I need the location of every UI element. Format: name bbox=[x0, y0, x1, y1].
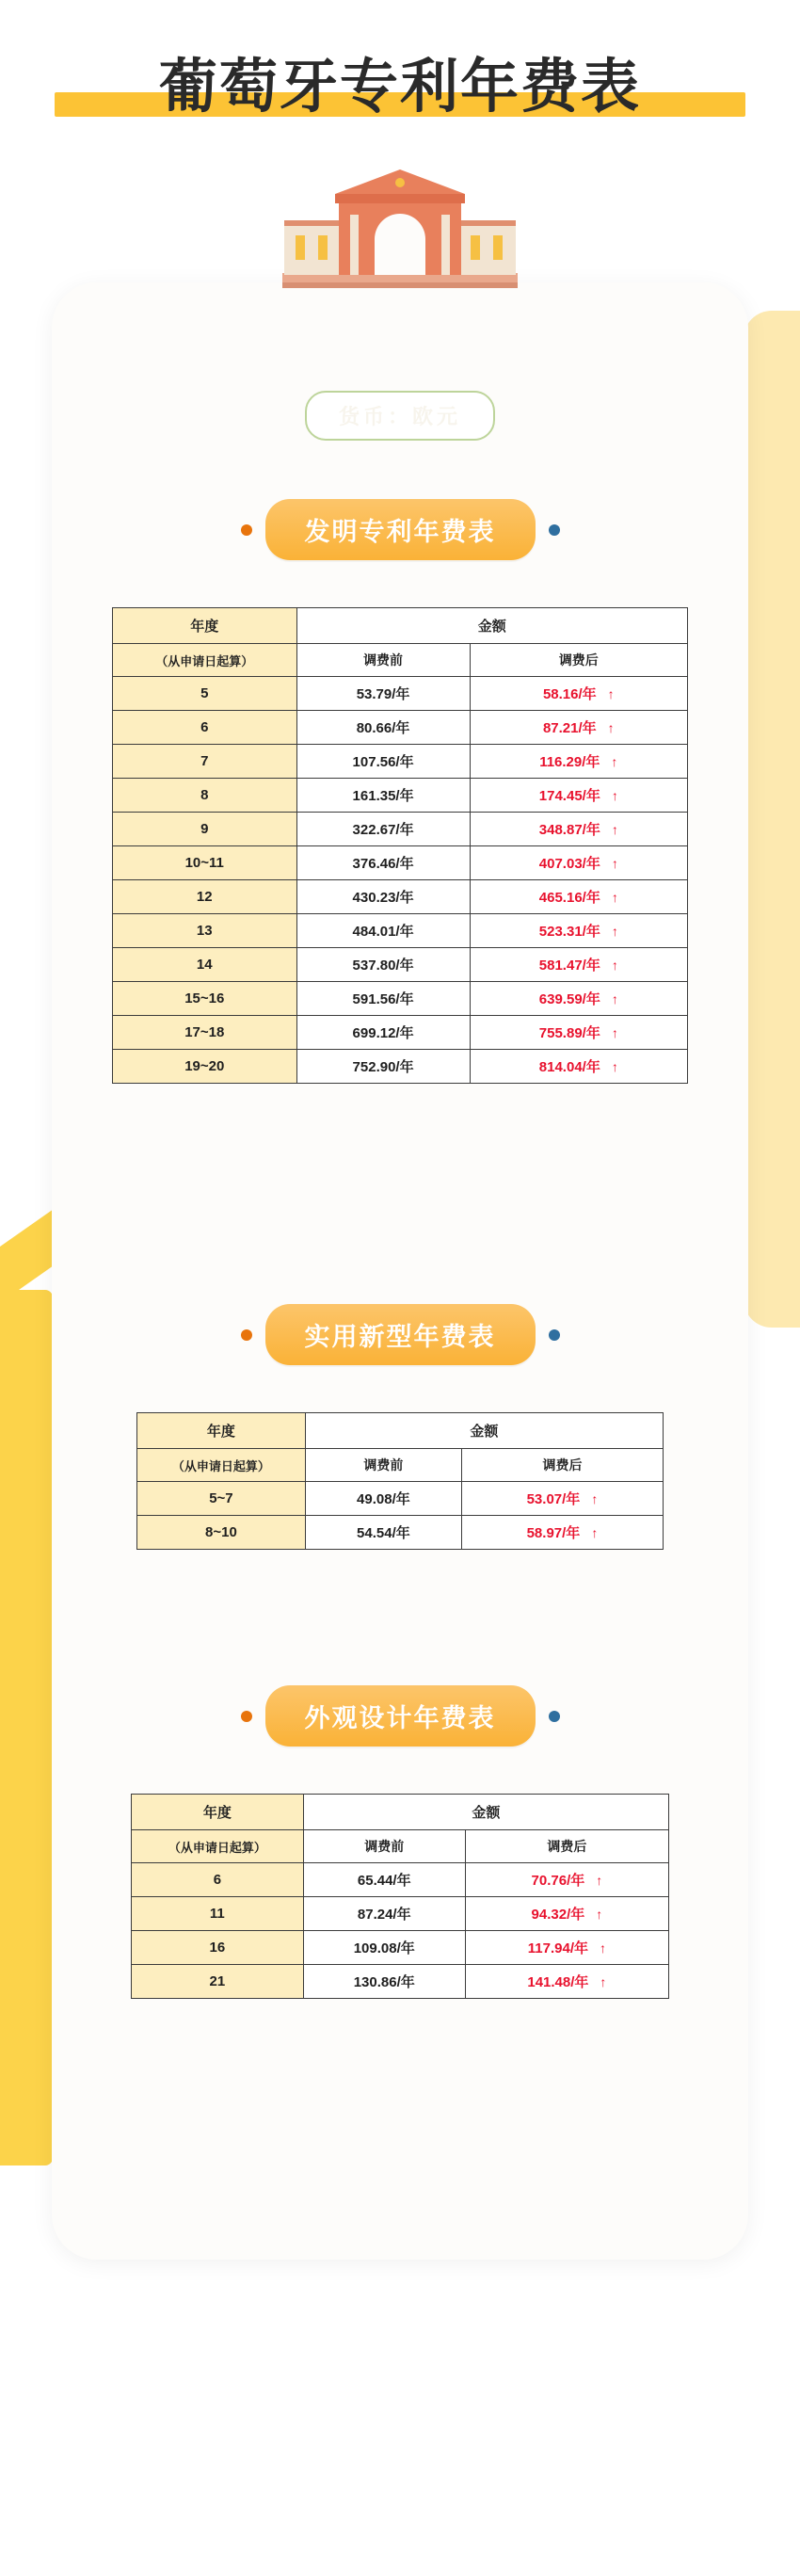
dot-right-icon bbox=[549, 1711, 560, 1722]
page-title-wrap bbox=[0, 40, 800, 123]
cell-after bbox=[470, 1016, 687, 1050]
dot-left-icon bbox=[241, 524, 252, 536]
cell-before: 49.08/年 bbox=[305, 1482, 461, 1516]
table-row bbox=[132, 1931, 669, 1965]
table-row bbox=[113, 711, 688, 745]
cell-before: 699.12/年 bbox=[296, 1016, 470, 1050]
cell-year: 5 bbox=[113, 677, 297, 711]
table-row bbox=[113, 813, 688, 846]
cell-year: 11 bbox=[132, 1897, 304, 1931]
cell-after-value: 94.32/年 bbox=[531, 1907, 585, 1923]
table-row bbox=[113, 880, 688, 914]
table-row bbox=[113, 914, 688, 948]
cell-year: 7 bbox=[113, 745, 297, 779]
cell-after bbox=[470, 1050, 687, 1084]
page-title: 葡萄牙专利年费表 bbox=[158, 55, 641, 120]
table-row bbox=[137, 1482, 664, 1516]
cell-year: 8~10 bbox=[137, 1516, 306, 1550]
cell-year: 6 bbox=[132, 1863, 304, 1897]
currency-label: 货币：欧元 bbox=[305, 391, 495, 441]
trend-up-icon: ↑ bbox=[611, 890, 618, 905]
section-heading-utility bbox=[52, 1304, 748, 1365]
trend-up-icon: ↑ bbox=[611, 856, 618, 871]
header-year-sub: （从申请日起算） bbox=[132, 1830, 304, 1863]
cell-after bbox=[470, 813, 687, 846]
cell-before: 430.23/年 bbox=[296, 880, 470, 914]
cell-before: 109.08/年 bbox=[303, 1931, 465, 1965]
table-row bbox=[113, 677, 688, 711]
header-year-sub: （从申请日起算） bbox=[113, 644, 297, 677]
cell-after bbox=[470, 745, 687, 779]
cell-after-value: 70.76/年 bbox=[531, 1873, 585, 1889]
cell-before: 80.66/年 bbox=[296, 711, 470, 745]
header-year: 年度 bbox=[132, 1795, 304, 1830]
cell-after bbox=[470, 914, 687, 948]
table-row bbox=[113, 948, 688, 982]
header-before: 调费前 bbox=[305, 1449, 461, 1482]
header-before: 调费前 bbox=[303, 1830, 465, 1863]
header-amount: 金额 bbox=[296, 608, 687, 644]
triumphal-arch-icon bbox=[0, 168, 800, 299]
dot-right-icon bbox=[549, 1329, 560, 1341]
header-amount: 金额 bbox=[305, 1413, 663, 1449]
table-row bbox=[113, 1016, 688, 1050]
cell-before: 130.86/年 bbox=[303, 1965, 465, 1999]
currency-badge bbox=[0, 391, 800, 441]
cell-after bbox=[461, 1482, 663, 1516]
cell-after-value: 58.97/年 bbox=[526, 1525, 581, 1541]
table-utility bbox=[136, 1412, 664, 1550]
cell-after bbox=[465, 1897, 668, 1931]
table-row-header bbox=[113, 608, 688, 644]
dot-left-icon bbox=[241, 1329, 252, 1341]
cell-year: 5~7 bbox=[137, 1482, 306, 1516]
trend-up-icon: ↑ bbox=[611, 822, 618, 837]
table-invention-wrap bbox=[52, 607, 748, 1084]
cell-year: 6 bbox=[113, 711, 297, 745]
table-row-header bbox=[137, 1413, 664, 1449]
header-after: 调费后 bbox=[461, 1449, 663, 1482]
table-row bbox=[132, 1863, 669, 1897]
header-before: 调费前 bbox=[296, 644, 470, 677]
cell-after bbox=[461, 1516, 663, 1550]
trend-up-icon: ↑ bbox=[611, 991, 618, 1006]
cell-before: 53.79/年 bbox=[296, 677, 470, 711]
section-title-design: 外观设计年费表 bbox=[265, 1685, 536, 1747]
header-amount: 金额 bbox=[303, 1795, 668, 1830]
cell-year: 10~11 bbox=[113, 846, 297, 880]
trend-up-icon: ↑ bbox=[611, 754, 618, 769]
table-row bbox=[113, 745, 688, 779]
table-row bbox=[137, 1516, 664, 1550]
header-year: 年度 bbox=[113, 608, 297, 644]
table-invention bbox=[112, 607, 688, 1084]
cell-year: 14 bbox=[113, 948, 297, 982]
table-design-wrap bbox=[52, 1794, 748, 1999]
cell-after-value: 87.21/年 bbox=[542, 720, 597, 736]
header-year-sub: （从申请日起算） bbox=[137, 1449, 306, 1482]
trend-up-icon: ↑ bbox=[596, 1907, 603, 1922]
cell-after-value: 523.31/年 bbox=[538, 924, 600, 940]
table-row bbox=[113, 779, 688, 813]
table-utility-wrap bbox=[52, 1412, 748, 1550]
cell-after bbox=[470, 846, 687, 880]
section-heading-design bbox=[52, 1685, 748, 1747]
cell-after bbox=[470, 982, 687, 1016]
cell-before: 591.56/年 bbox=[296, 982, 470, 1016]
cell-year: 19~20 bbox=[113, 1050, 297, 1084]
table-row bbox=[113, 982, 688, 1016]
table-row-header bbox=[132, 1795, 669, 1830]
cell-after-value: 814.04/年 bbox=[538, 1059, 600, 1075]
dot-left-icon bbox=[241, 1711, 252, 1722]
cell-after-value: 348.87/年 bbox=[538, 822, 600, 838]
cell-before: 752.90/年 bbox=[296, 1050, 470, 1084]
cell-year: 17~18 bbox=[113, 1016, 297, 1050]
cell-after bbox=[470, 880, 687, 914]
section-heading-invention bbox=[52, 499, 748, 560]
table-design bbox=[131, 1794, 669, 1999]
table-row bbox=[113, 846, 688, 880]
cell-before: 107.56/年 bbox=[296, 745, 470, 779]
trend-up-icon: ↑ bbox=[611, 1025, 618, 1040]
cell-before: 376.46/年 bbox=[296, 846, 470, 880]
cell-after bbox=[465, 1965, 668, 1999]
cell-before: 65.44/年 bbox=[303, 1863, 465, 1897]
cell-before: 322.67/年 bbox=[296, 813, 470, 846]
trend-up-icon: ↑ bbox=[611, 788, 618, 803]
cell-year: 21 bbox=[132, 1965, 304, 1999]
trend-up-icon: ↑ bbox=[611, 958, 618, 973]
cell-before: 537.80/年 bbox=[296, 948, 470, 982]
cell-after bbox=[470, 677, 687, 711]
cell-after-value: 117.94/年 bbox=[527, 1940, 588, 1956]
table-row-subheader bbox=[137, 1449, 664, 1482]
cell-year: 8 bbox=[113, 779, 297, 813]
cell-before: 87.24/年 bbox=[303, 1897, 465, 1931]
cell-after bbox=[465, 1931, 668, 1965]
cell-after bbox=[470, 948, 687, 982]
cell-year: 16 bbox=[132, 1931, 304, 1965]
cell-after-value: 58.16/年 bbox=[542, 686, 597, 702]
section-title-invention: 发明专利年费表 bbox=[265, 499, 536, 560]
cell-after bbox=[470, 779, 687, 813]
cell-before: 161.35/年 bbox=[296, 779, 470, 813]
cell-before: 484.01/年 bbox=[296, 914, 470, 948]
table-row-subheader bbox=[132, 1830, 669, 1863]
cell-year: 9 bbox=[113, 813, 297, 846]
cell-before: 54.54/年 bbox=[305, 1516, 461, 1550]
decor-band-right bbox=[744, 311, 800, 1328]
trend-up-icon: ↑ bbox=[611, 1059, 618, 1074]
cell-year: 13 bbox=[113, 914, 297, 948]
cell-after-value: 755.89/年 bbox=[538, 1025, 600, 1041]
cell-after bbox=[470, 711, 687, 745]
table-row bbox=[132, 1965, 669, 1999]
cell-after bbox=[465, 1863, 668, 1897]
trend-up-icon: ↑ bbox=[600, 1940, 606, 1956]
decor-band-left bbox=[0, 1290, 53, 2165]
trend-up-icon: ↑ bbox=[607, 686, 615, 701]
table-row bbox=[132, 1897, 669, 1931]
trend-up-icon: ↑ bbox=[591, 1491, 599, 1506]
cell-after-value: 407.03/年 bbox=[538, 856, 600, 872]
cell-after-value: 639.59/年 bbox=[538, 991, 600, 1007]
trend-up-icon: ↑ bbox=[611, 924, 618, 939]
header-year: 年度 bbox=[137, 1413, 306, 1449]
trend-up-icon: ↑ bbox=[607, 720, 615, 735]
cell-after-value: 465.16/年 bbox=[538, 890, 600, 906]
header-after: 调费后 bbox=[470, 644, 687, 677]
section-title-utility: 实用新型年费表 bbox=[265, 1304, 536, 1365]
cell-year: 12 bbox=[113, 880, 297, 914]
cell-after-value: 581.47/年 bbox=[538, 958, 600, 974]
table-row-subheader bbox=[113, 644, 688, 677]
trend-up-icon: ↑ bbox=[600, 1974, 607, 1989]
cell-after-value: 174.45/年 bbox=[538, 788, 600, 804]
header-after: 调费后 bbox=[465, 1830, 668, 1863]
cell-after-value: 53.07/年 bbox=[526, 1491, 581, 1507]
cell-year: 15~16 bbox=[113, 982, 297, 1016]
table-row bbox=[113, 1050, 688, 1084]
dot-right-icon bbox=[549, 524, 560, 536]
trend-up-icon: ↑ bbox=[591, 1525, 599, 1540]
cell-after-value: 141.48/年 bbox=[527, 1974, 589, 1990]
cell-after-value: 116.29/年 bbox=[539, 754, 600, 770]
trend-up-icon: ↑ bbox=[596, 1873, 603, 1888]
